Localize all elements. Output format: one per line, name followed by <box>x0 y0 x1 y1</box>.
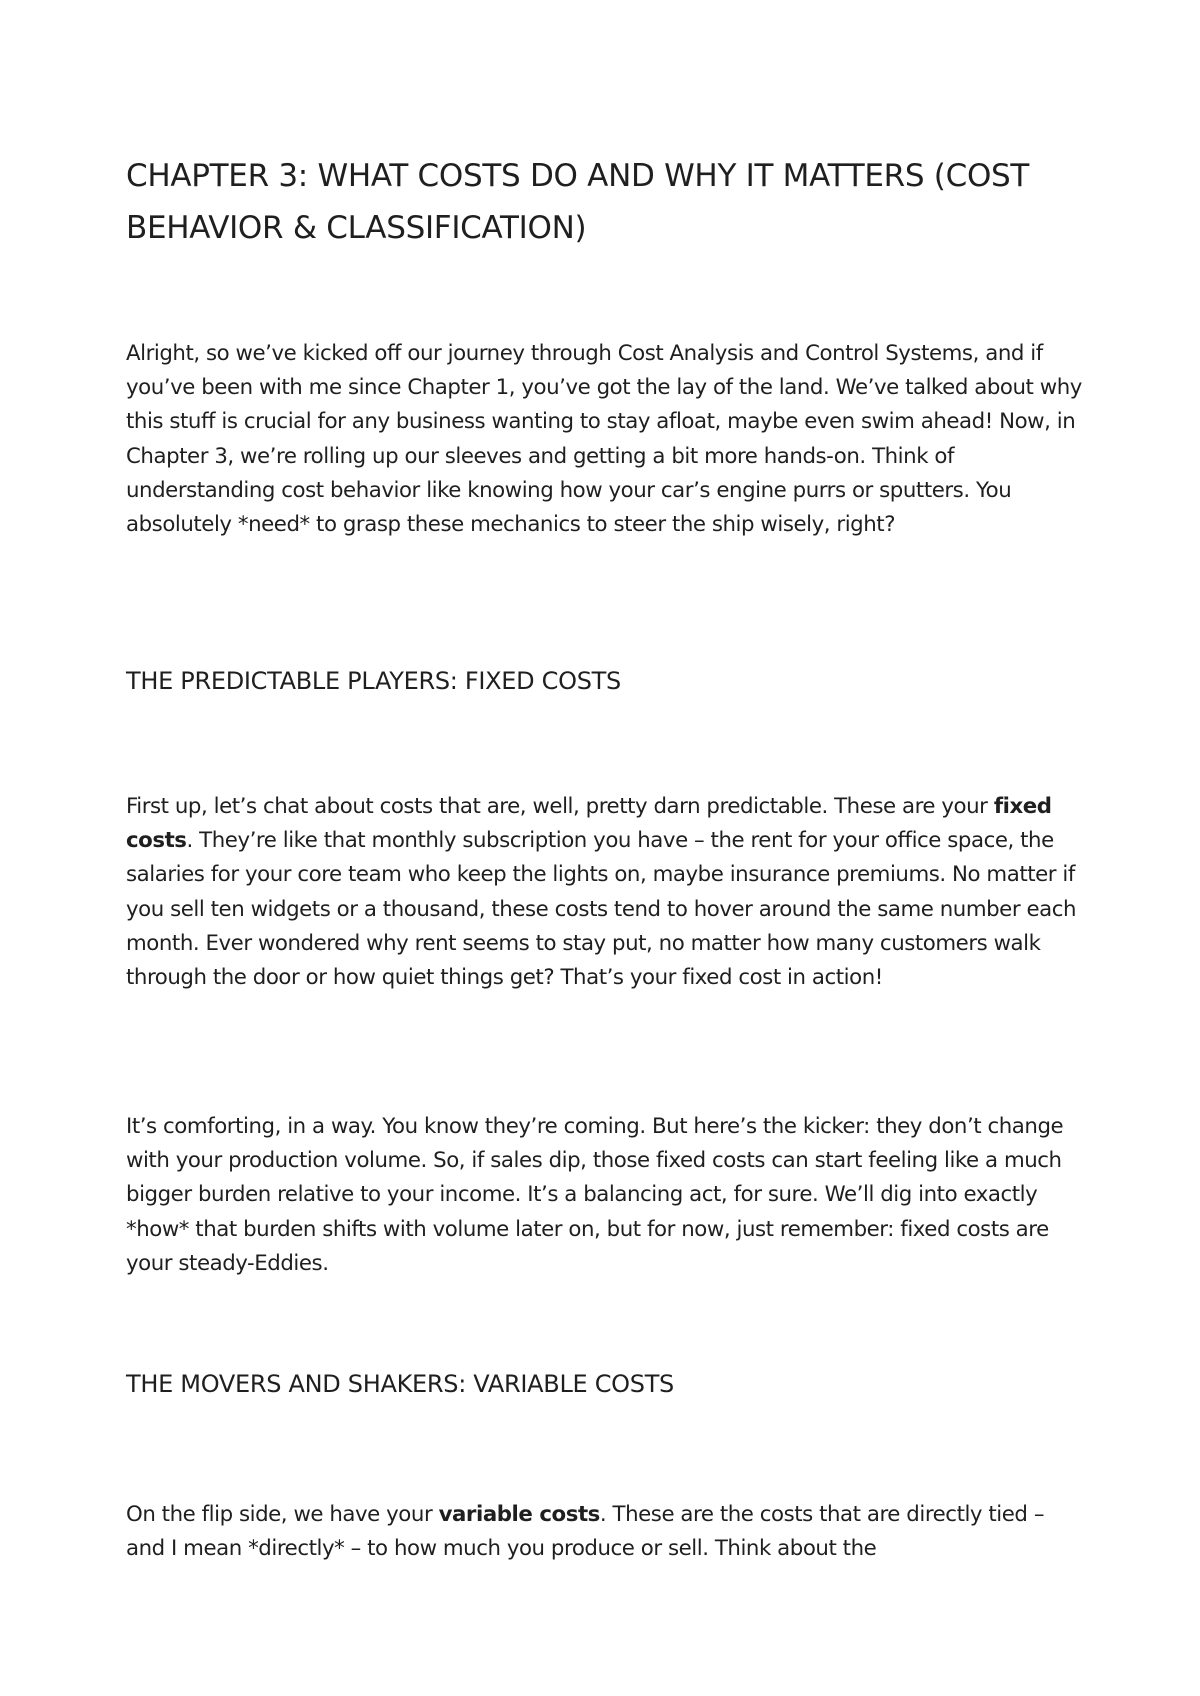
section-heading-fixed-costs: THE PREDICTABLE PLAYERS: FIXED COSTS <box>126 667 621 695</box>
section-heading-variable-costs: THE MOVERS AND SHAKERS: VARIABLE COSTS <box>126 1370 674 1398</box>
term-variable-costs: variable costs <box>438 1502 600 1527</box>
intro-paragraph: Alright, so we’ve kicked off our journey through Cost Analysis and Control Systems, and if you’ve been with me since Chapter 1, you’ve got the lay of the land. We’ve talked about why this stuff is crucial for any business wanting to stay afloat, maybe even swim ahead! Now, in Chapter 3, we’re rolling up our sleeves and getting a bit more hands-on. Think of understanding cost behavior like knowing how your car’s engine purrs or sputters. You absolutely *need* to grasp these mechanics to steer the ship wisely, right? <box>126 341 1082 538</box>
paragraph-text: First up, let’s chat about costs that are, well, pretty darn predictable. These are your <box>126 794 994 819</box>
paragraph-text: . They’re like that monthly subscription you have – the rent for your office space, the salaries for your core team who keep the lights on, maybe insurance premiums. No matter if you sell ten widgets or a thousand, these costs tend to hover around the same number each month. Ever wondered why rent seems to stay put, no matter how many customers walk through the door or how quiet things get? That’s your fixed cost in action! <box>126 828 1077 991</box>
term-fixed-costs: fixed costs <box>126 794 1052 854</box>
paragraph-text: On the flip side, we have your <box>126 1502 439 1527</box>
variable-costs-paragraph-1 <box>126 1498 1086 1566</box>
fixed-costs-paragraph-1 <box>126 790 1086 995</box>
chapter-title: CHAPTER 3: WHAT COSTS DO AND WHY IT MATTERS (COST BEHAVIOR & CLASSIFICATION) <box>126 158 1030 246</box>
fixed-costs-paragraph-2: It’s comforting, in a way. You know they’re coming. But here’s the kicker: they don’t change with your production volume. So, if sales dip, those fixed costs can start feeling like a much bigger burden relative to your income. It’s a balancing act, for sure. We’ll dig into exactly *how* that burden shifts with volume later on, but for now, just remember: fixed costs are your steady-Eddies. <box>126 1114 1064 1276</box>
paragraph-text: . These are the costs that are directly tied – and I mean *directly* – to how much you produce or sell. Think about the <box>126 1502 1045 1562</box>
